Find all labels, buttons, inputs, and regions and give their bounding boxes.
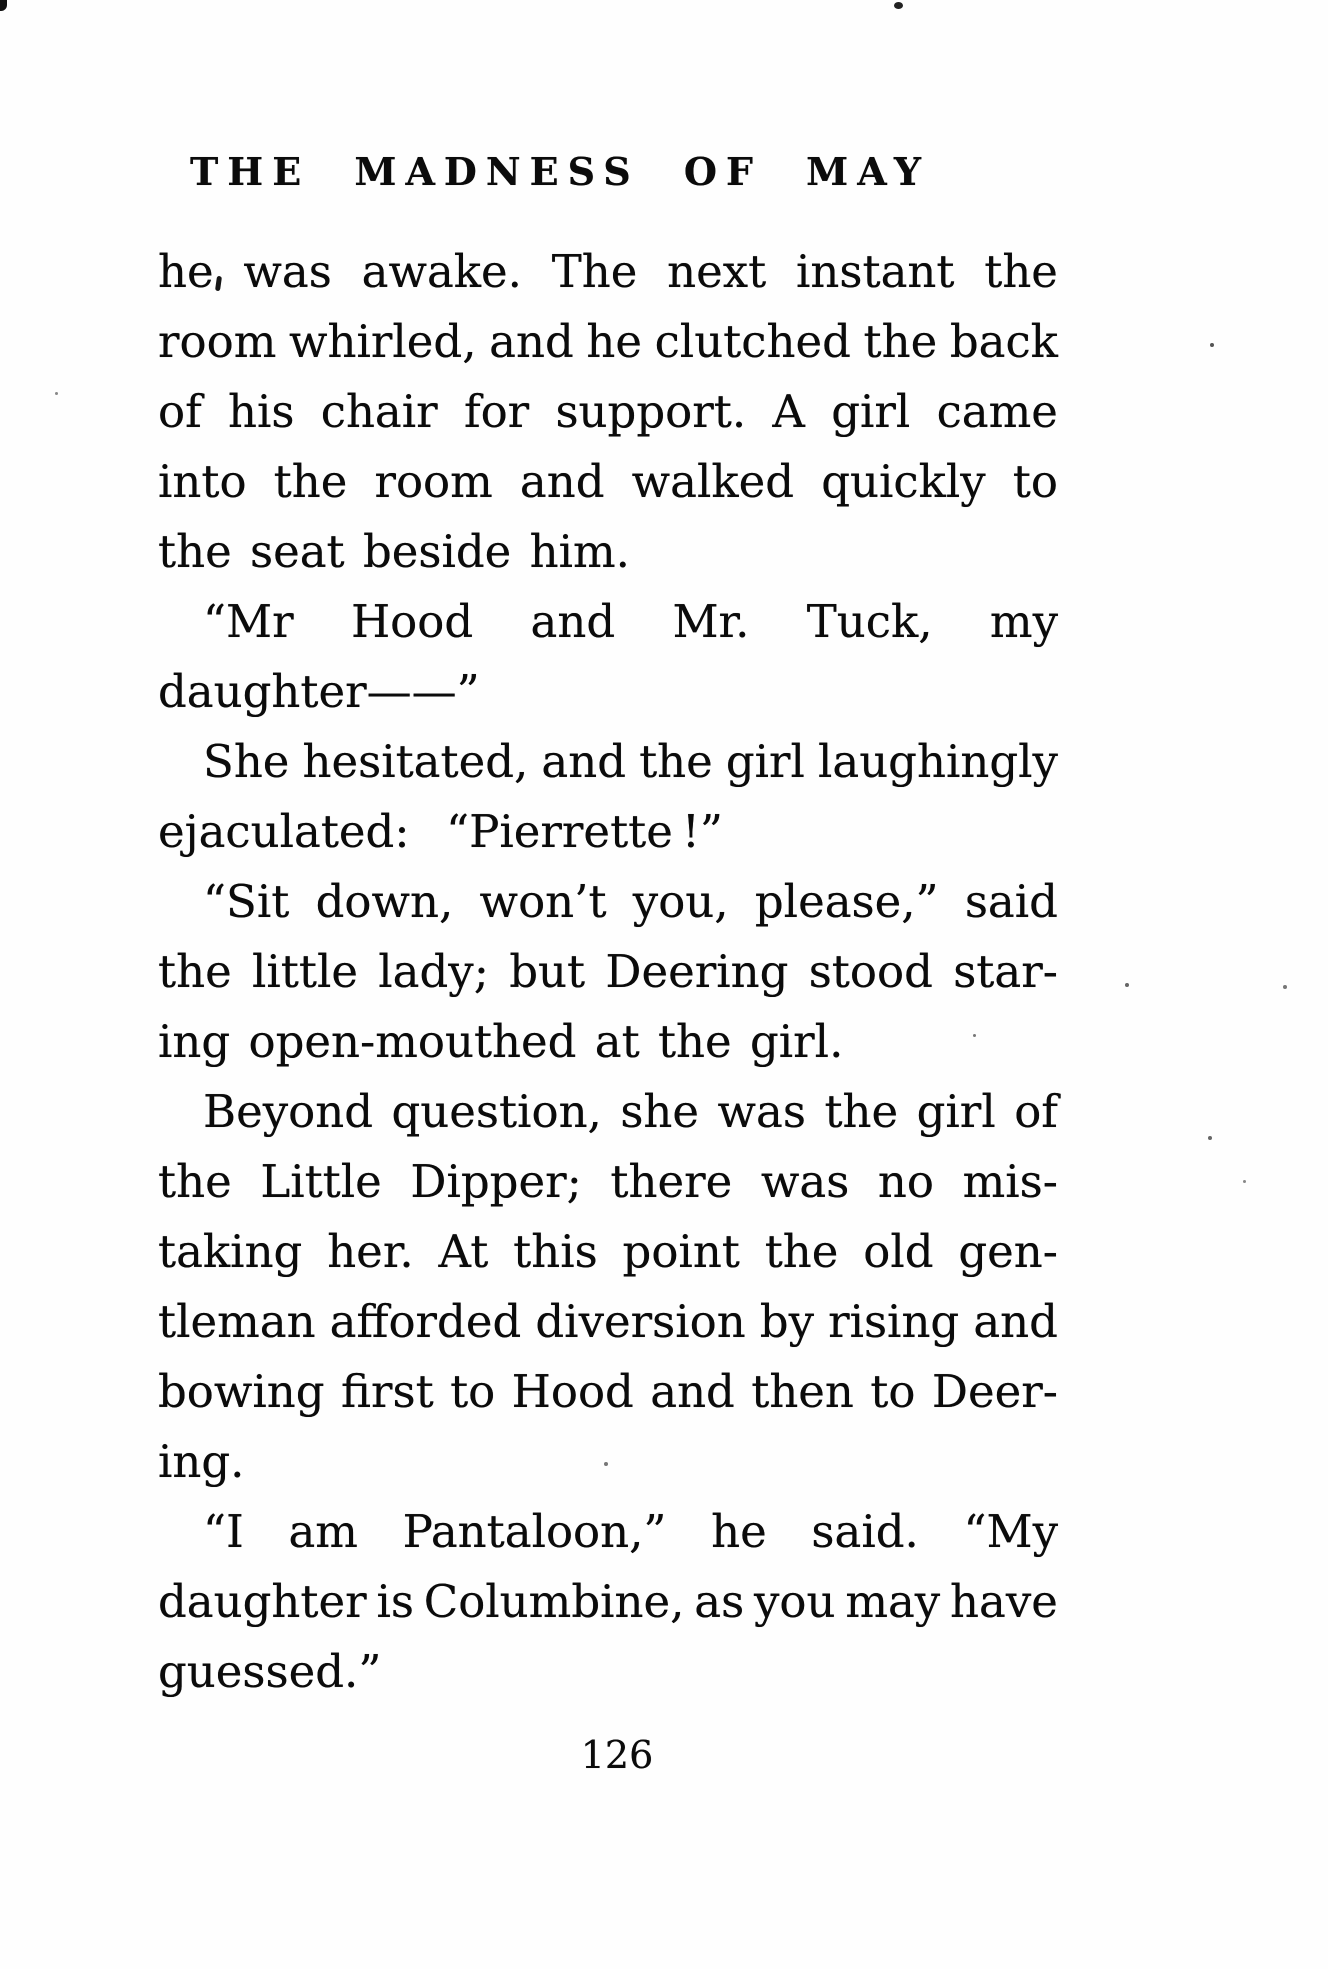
word: “Mr [203,595,294,648]
word: old [863,1225,934,1278]
word: room [374,455,493,508]
word: instant [796,245,955,298]
word: you, [632,875,729,928]
scan-speck [55,392,58,395]
word: diversion [535,1295,746,1348]
word: gen- [958,1225,1058,1278]
word: may [845,1575,941,1628]
word: by [759,1295,814,1348]
word: said [964,875,1058,928]
text-line [158,307,1058,377]
word: clutched [654,315,851,368]
word: girl [831,385,911,438]
scan-speck [1243,1180,1246,1183]
word: the [863,315,938,368]
text-line: ejaculated: “Pierrette !” [158,805,723,858]
text-line: guessed.” [158,1645,382,1698]
word: am [288,1505,358,1558]
word: please,” [754,875,939,928]
word: taking [158,1225,303,1278]
word: Hood [350,595,474,648]
word: but [509,945,586,998]
word: point [622,1225,740,1278]
text-line: ing open-mouthed at the girl. [158,1015,844,1068]
word: of [158,385,202,438]
word: back [949,315,1058,368]
word: girl [916,1085,996,1138]
text-line [158,1497,1058,1567]
word: stood [808,945,933,998]
word: won’t [479,875,607,928]
word: the [158,945,232,998]
text-line [158,1147,1058,1217]
text-line [158,937,1058,1007]
word: girl [725,735,805,788]
text-line [158,867,1058,937]
word: bowing [158,1365,325,1418]
word: then [751,1365,854,1418]
word: he [711,1505,767,1558]
word: this [513,1225,598,1278]
scan-speck [604,1462,608,1466]
word: little [252,945,358,998]
word: lady; [378,945,489,998]
word: Pantaloon,” [402,1505,667,1558]
word: for [463,385,530,438]
word: A [772,385,805,438]
page-number: 126 [580,1733,654,1777]
word: was [760,1155,850,1208]
scan-speck [1283,985,1287,989]
word: “I [203,1505,244,1558]
scan-corner-mark [0,0,7,11]
text-line [158,1077,1058,1147]
word: whirled, [288,315,477,368]
text-line [158,1217,1058,1287]
word: “Sit [203,875,290,928]
word: down, [315,875,454,928]
word: her. [327,1225,414,1278]
word: “My [963,1505,1058,1558]
word: Beyond [203,1085,374,1138]
word: Tuck, [806,595,933,648]
word: he [586,315,642,368]
text-line [158,727,1058,797]
text-line [158,1287,1058,1357]
running-head: THE MADNESS OF MAY [190,149,930,194]
word: and [530,595,616,648]
text-line [158,1357,1058,1427]
word: laughingly [817,735,1058,788]
text-line [158,377,1058,447]
word: and [973,1295,1058,1348]
word: and [541,735,627,788]
word: to [450,1365,496,1418]
word: question, [391,1085,602,1138]
word: and [489,315,574,368]
word: She [203,735,290,788]
word: room [158,315,277,368]
word: Deer- [931,1365,1058,1418]
word: she [620,1085,700,1138]
word: was [717,1085,806,1138]
text-line [158,447,1058,517]
scan-speck [1208,1136,1212,1140]
word: his [228,385,295,438]
text-line [158,587,1058,657]
word: the [639,735,713,788]
word: The [551,245,638,298]
word: the [824,1085,899,1138]
word: came [936,385,1058,438]
word: the [764,1225,839,1278]
word: Dipper; [410,1155,582,1208]
word: the [273,455,348,508]
word: is [376,1575,414,1628]
text-line: ing. [158,1435,245,1488]
word: walked [631,455,795,508]
word: to [870,1365,916,1418]
word: rising [828,1295,960,1348]
word: Little [260,1155,382,1208]
scan-speck [973,1034,976,1037]
scan-speck [1210,343,1214,347]
text-line [158,237,1058,307]
word: of [1014,1085,1058,1138]
word: there [610,1155,733,1208]
word: as [694,1575,745,1628]
word: next [667,245,767,298]
word: the [158,1155,232,1208]
word: my [989,595,1058,648]
word: Mr. [672,595,750,648]
word: afforded [329,1295,522,1348]
word: and [650,1365,735,1418]
word: no [877,1155,934,1208]
word: into [158,455,247,508]
text-line: the seat beside him. [158,525,630,578]
word: mis- [962,1155,1058,1208]
word: and [519,455,605,508]
word: At [438,1225,489,1278]
word: the [984,245,1058,298]
word: awake. [361,245,522,298]
word: hesitated, [302,735,529,788]
word: quickly [821,455,986,508]
text-line [158,1567,1058,1637]
scan-speck [894,2,903,9]
word: was [243,245,332,298]
scan-speck [1125,983,1129,987]
word: chair [320,385,438,438]
word: tleman [158,1295,316,1348]
page-text [158,237,1058,1707]
word: Deering [605,945,789,998]
text-line: daughter——” [158,665,480,718]
word: Columbine, [423,1575,685,1628]
word: have [950,1575,1058,1628]
word: said. [811,1505,919,1558]
word: support. [555,385,747,438]
word: first [340,1365,434,1418]
word: to [1012,455,1058,508]
word: daughter [158,1575,367,1628]
word: you [754,1575,836,1628]
word: star- [953,945,1058,998]
word: he [158,245,214,298]
word: Hood [511,1365,634,1418]
